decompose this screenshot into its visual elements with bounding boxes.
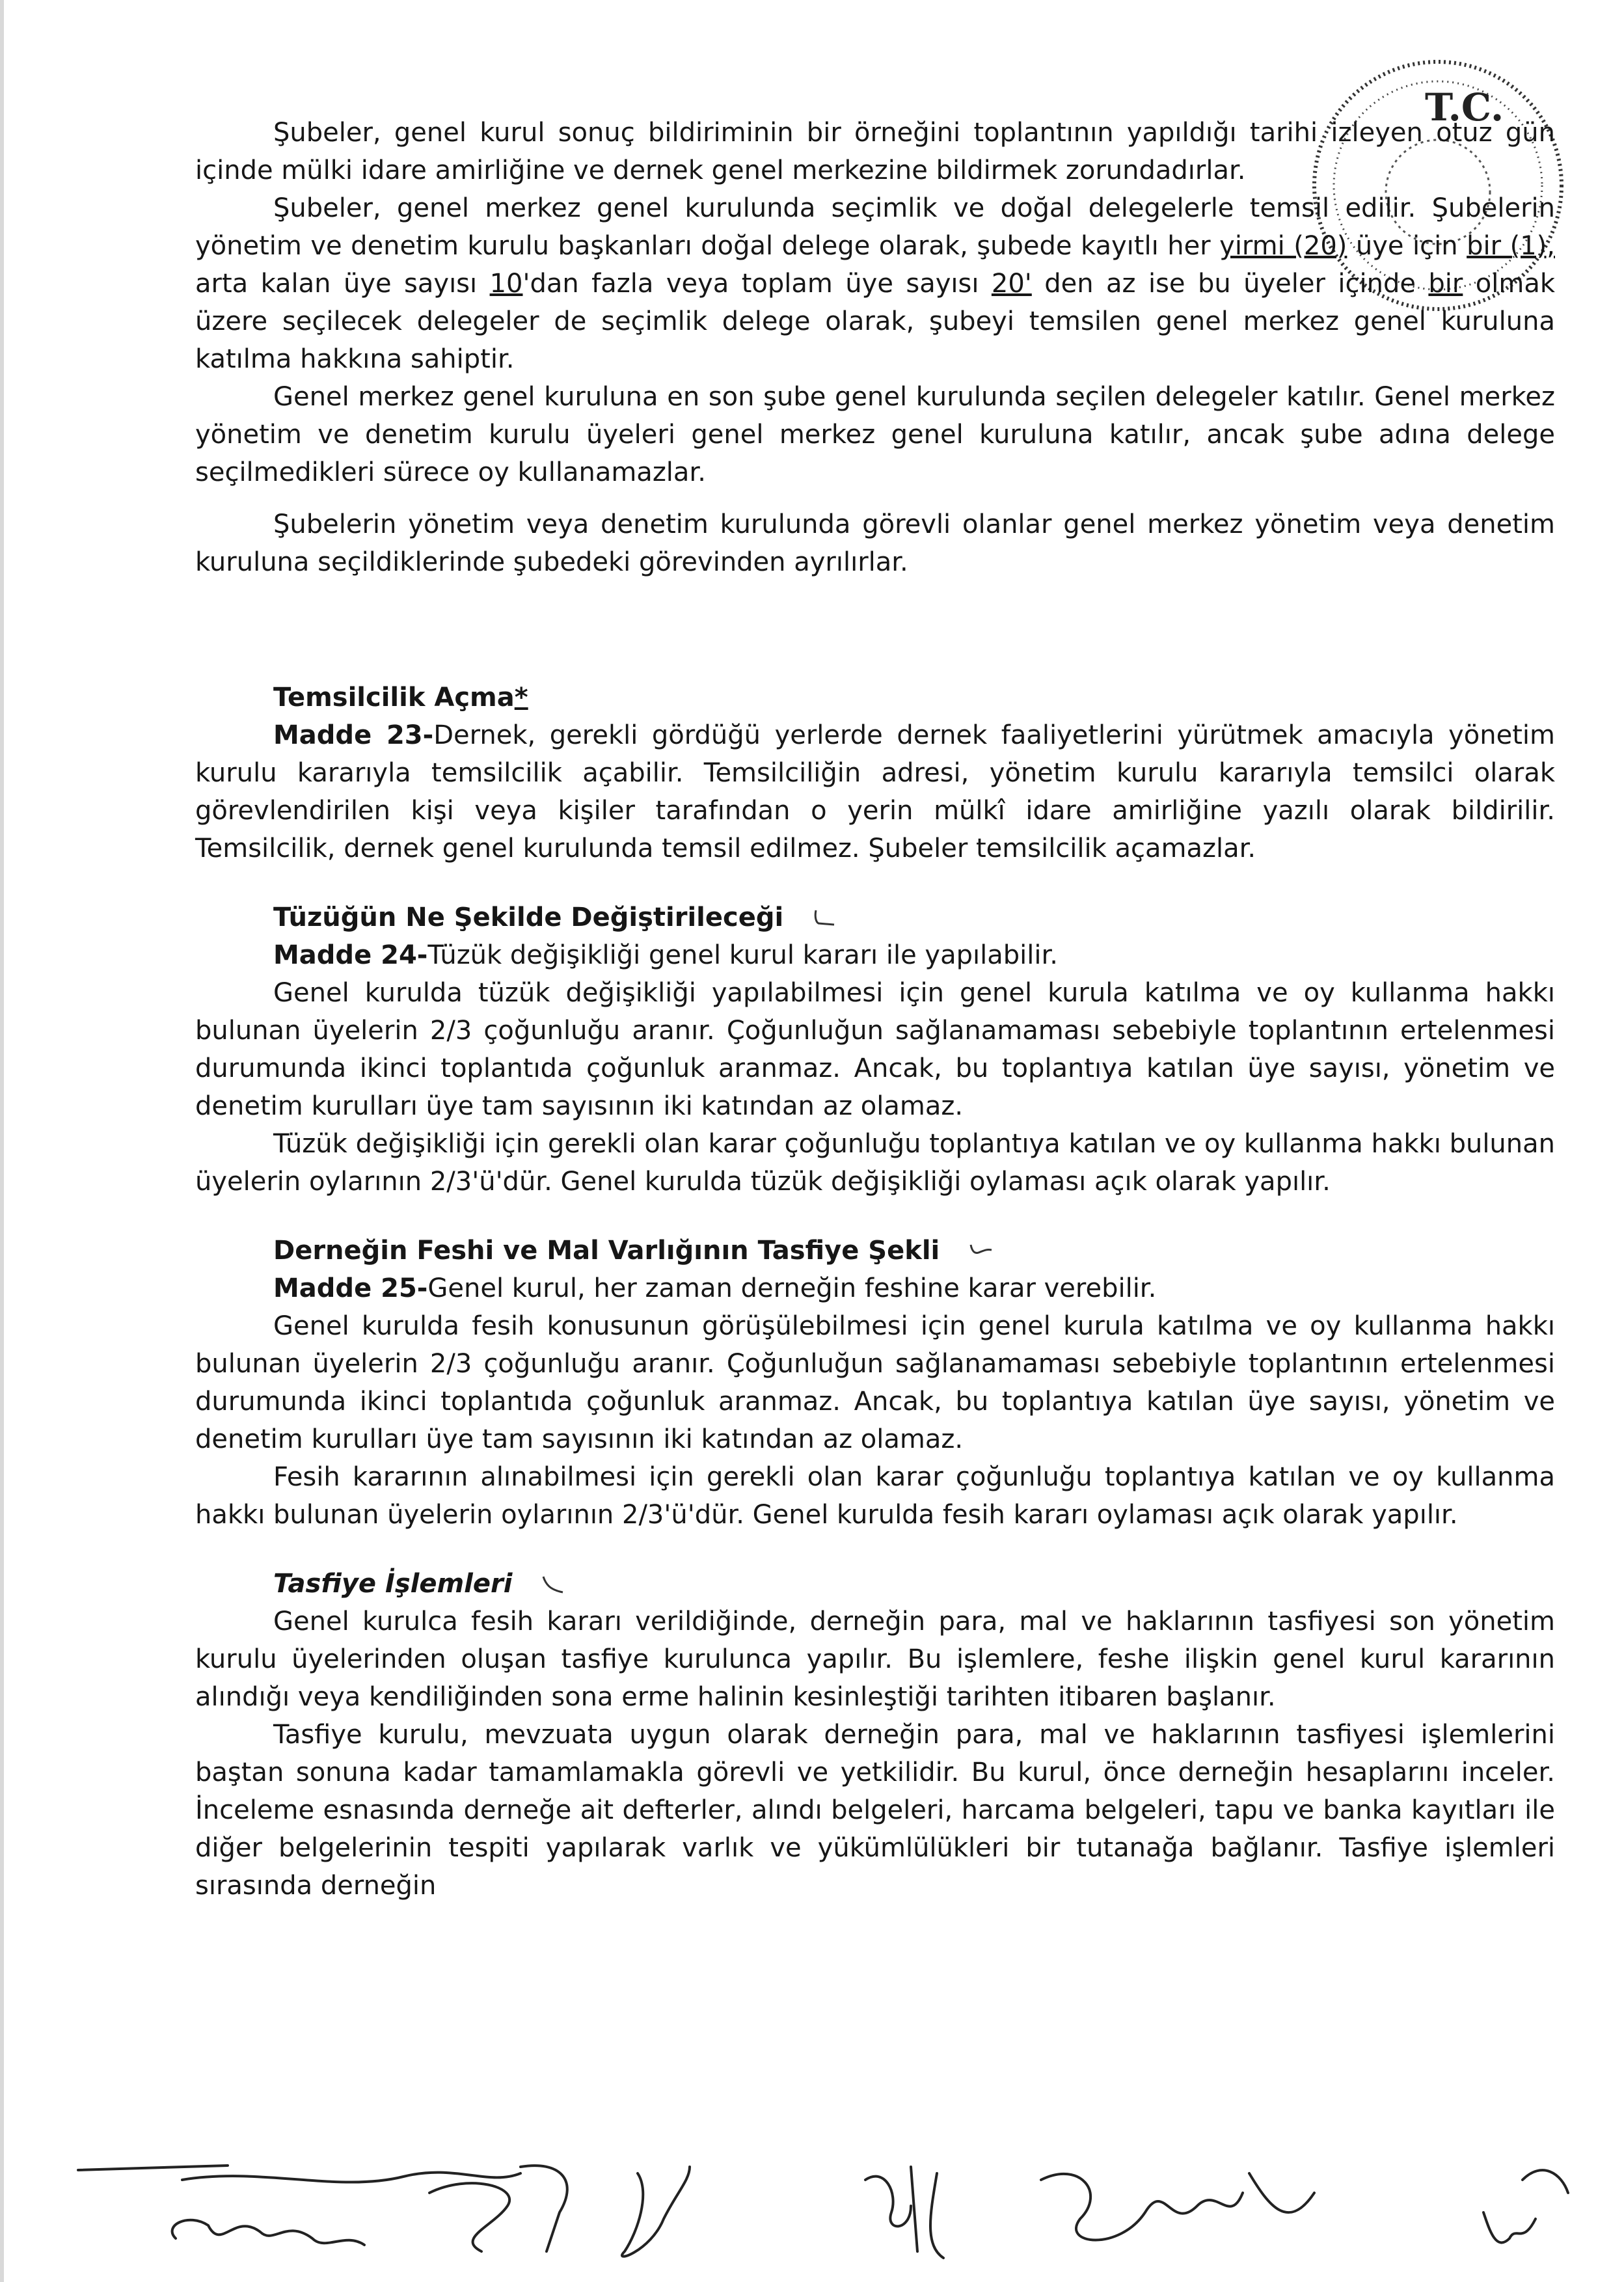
- signatures: [65, 2154, 1575, 2271]
- article-number: Madde 23-: [273, 720, 434, 750]
- signature-2: [172, 2220, 364, 2245]
- handwritten-checkmark-icon: [812, 909, 837, 929]
- paragraph: Tüzük değişikliği için gerekli olan karar çoğunluğu toplantıya katılan ve oy kullanma hakkı bulunan üyelerin oylarının 2/3'ü'dür. Genel kurulda tüzük değişikliği oylaması açık olarak yapılır.: [195, 1129, 1555, 1197]
- signature-1: [78, 2166, 521, 2182]
- signature-5: [865, 2167, 943, 2258]
- article-number: Madde 25-: [273, 1273, 428, 1303]
- paragraph: Fesih kararının alınabilmesi için gerekli olan karar çoğunluğu toplantıya katılan ve oy kullanma hakkı bulunan üyelerin oylarının 2/3'ü'dür. Genel kurulda fesih kararı oylaması açık olarak yapılır.: [195, 1462, 1555, 1530]
- underlined-number: bir (1),: [1467, 231, 1555, 261]
- paragraph: Genel kurulda tüzük değişikliği yapılabilmesi için genel kurula katılma ve oy kullanma hakkı bulunan üyelerin 2/3 çoğunluğu aranır. Çoğunluğun sağlanamaması sebebiyle toplantının ertelenmesi durumunda ikinci toplantıda çoğunluk aranmaz. Ancak, bu toplantıya katılan üye sayısı, yönetim ve denetim kurulları üye tam sayısının iki katından az olamaz.: [195, 978, 1555, 1121]
- paragraph-madde-23: Madde 23-Dernek, gerekli gördüğü yerlerde dernek faaliyetlerini yürütmek amacıyla yönetim kurulu kararıyla temsilcilik açabilir. Temsilciliğin adresi, yönetim kurulu kararıyla temsilci olarak görevlendirilen kişi veya kişiler tarafından o yerin mülkî idare amirliğine yazılı olarak bildirilir. Temsilcilik, dernek genel kurulunda temsil edilmez. Şubeler temsilcilik açamazlar.: [195, 720, 1555, 863]
- handwritten-checkmark-icon: [541, 1575, 565, 1595]
- underlined-number: 20': [991, 269, 1032, 299]
- signature-6: [1041, 2173, 1314, 2240]
- section-heading-tasfiye: Tasfiye İşlemleri: [273, 1565, 1555, 1603]
- section-heading-tuzuk: Tüzüğün Ne Şekilde Değiştirileceği: [273, 899, 1555, 936]
- signature-7: [1483, 2170, 1568, 2242]
- section-heading-temsilcilik: Temsilcilik Açma*: [273, 683, 528, 713]
- scan-edge: [0, 0, 4, 2282]
- seal-text: T.C.: [1425, 85, 1504, 129]
- article-number: Madde 24-: [273, 940, 428, 970]
- document-page: [195, 114, 1555, 1905]
- paragraph-madde-25: Madde 25-Genel kurul, her zaman derneğin feshine karar verebilir.: [273, 1273, 1157, 1303]
- paragraph-delegates: Şubeler, genel merkez genel kurulunda seçimlik ve doğal delegelerle temsil edilir. Şubelerin yönetim ve denetim kurulu başkanları doğal delege olarak, şubede kayıtlı her yirmi (20) üye için bir (1), arta kalan üye sayısı 10'dan fazla veya toplam üye sayısı 20' den az ise bu üyeler içinde bir olmak üzere seçilecek delegeler de seçimlik delege olarak, şubeyi temsilen genel merkez genel kuruluna katılma hakkına sahiptir.: [195, 193, 1556, 374]
- paragraph: Genel kurulda fesih konusunun görüşülebilmesi için genel kurula katılma ve oy kullanma hakkı bulunan üyelerin 2/3 çoğunluğu aranır. Çoğunluğun sağlanamaması sebebiyle toplantının ertelenmesi durumunda ikinci toplantıda çoğunluk aranmaz. Ancak, bu toplantıya katılan üye sayısı, yönetim ve denetim kurulları üye tam sayısının iki katından az olamaz.: [195, 1311, 1555, 1454]
- handwritten-checkmark-icon: [968, 1242, 993, 1262]
- paragraph: Şubeler, genel kurul sonuç bildiriminin bir örneğini toplantının yapıldığı tarihi izleyen otuz gün içinde mülki idare amirliğine ve dernek genel merkezine bildirmek zorundadırlar.: [195, 118, 1555, 185]
- underlined-number: 10: [489, 269, 523, 299]
- paragraph: Tasfiye kurulu, mevzuata uygun olarak derneğin para, mal ve haklarının tasfiyesi işlemlerini baştan sonuna kadar tamamlamakla görevli ve yetkilidir. Bu kurul, önce derneğin hesaplarını inceler. İnceleme esnasında derneğe ait defterler, alındı belgeleri, harcama belgeleri, tapu ve banka kayıtları ile diğer belgelerinin tespiti yapılarak varlık ve yükümlülükleri bir tutanağa bağlanır. Tasfiye işlemleri sırasında derneğin: [195, 1720, 1555, 1901]
- section-heading-fesih: Derneğin Feshi ve Mal Varlığının Tasfiye Şekli: [273, 1232, 1555, 1270]
- paragraph-madde-24: Madde 24-Tüzük değişikliği genel kurul kararı ile yapılabilir.: [273, 940, 1058, 970]
- paragraph: Genel merkez genel kuruluna en son şube genel kurulunda seçilen delegeler katılır. Genel merkez yönetim ve denetim kurulu üyeleri genel merkez genel kuruluna katılır, ancak şube adına delege seçilmedikleri sürece oy kullanamazlar.: [195, 382, 1555, 487]
- underlined-number: bir: [1428, 269, 1463, 299]
- paragraph: Şubelerin yönetim veya denetim kurulunda görevli olanlar genel merkez yönetim veya denetim kuruluna seçildiklerinde şubedeki görevinden ayrılırlar.: [195, 509, 1555, 577]
- underlined-number: yirmi (20): [1219, 231, 1347, 261]
- paragraph: Genel kurulca fesih kararı verildiğinde, derneğin para, mal ve haklarının tasfiyesi son yönetim kurulu üyelerinden oluşan tasfiye kurulunca yapılır. Bu işlemlere, feshe ilişkin genel kurul kararının alındığı veya kendiliğinden sona erme halinin kesinleştiği tarihten itibaren başlanır.: [195, 1607, 1555, 1712]
- signature-4: [622, 2167, 690, 2257]
